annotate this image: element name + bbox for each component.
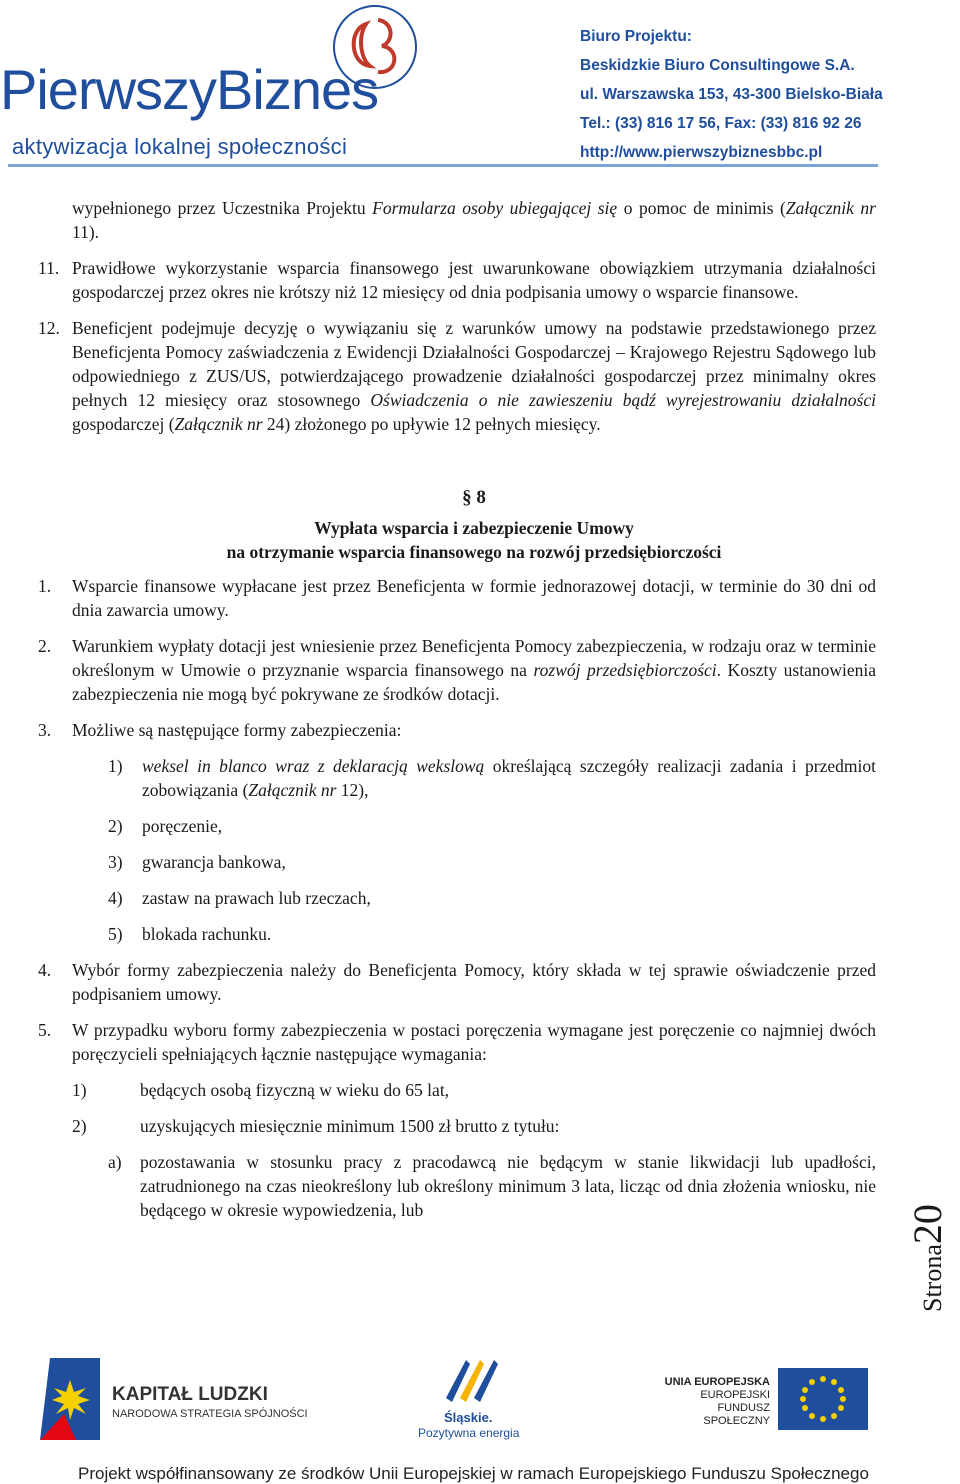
list-item <box>108 922 876 946</box>
item-text <box>72 634 876 706</box>
contact-block <box>580 22 883 167</box>
eu-line: UNIA EUROPEJSKA <box>664 1376 770 1388</box>
paragraph-continued <box>72 196 876 244</box>
item-number: 4) <box>108 888 123 908</box>
list-item <box>38 574 876 622</box>
item-text: Wsparcie finansowe wypłacane jest przez Beneficjenta w formie jednorazowej dotacji, w terminie do 30 dni od dnia zawarcia umowy. <box>72 576 876 620</box>
page-label: Strona <box>918 1244 947 1312</box>
page-num: 20 <box>905 1204 950 1245</box>
text: . Koszty ustanowienia zabezpieczenia nie mogą być pokrywane ze środków dotacji. <box>72 660 877 704</box>
item-text: Możliwe są następujące formy zabezpieczenia: <box>72 720 402 740</box>
eu-text <box>660 1376 770 1428</box>
item-number: 1) <box>108 756 123 776</box>
item-number: 4. <box>38 960 52 980</box>
text: gospodarczej ( <box>72 414 175 434</box>
section-title: Wypłata wsparcia i zabezpieczenie Umowy <box>314 518 634 538</box>
list-item <box>38 1018 876 1066</box>
item-text: W przypadku wyboru formy zabezpieczenia w postaci poręczenia wymagane jest poręczenie co najmniej dwóch poręczycieli spełniających łącznie następujące wymagania: <box>72 1020 876 1064</box>
kapital-ludzki-emblem-icon <box>40 1358 100 1440</box>
text-italic: weksel in blanco wraz z deklaracją wekslową <box>142 756 485 776</box>
page-number <box>905 1202 960 1312</box>
item-text: będących osobą fizyczną w wieku do 65 lat, <box>140 1080 450 1100</box>
item-text: Wybór formy zabezpieczenia należy do Beneficjenta Pomocy, który składa w tej sprawie oświadczenie przed podpisaniem umowy. <box>72 960 876 1004</box>
item-number: a) <box>108 1152 122 1172</box>
eu-flag-icon <box>778 1368 868 1430</box>
page-footer <box>0 1340 960 1484</box>
logo-title: PierwszyBiznes <box>0 58 379 121</box>
list-item <box>38 256 876 304</box>
item-text: gwarancja bankowa, <box>142 852 286 872</box>
text: 12), <box>336 780 369 800</box>
item-number: 1) <box>72 1080 87 1100</box>
page-header <box>0 0 960 168</box>
list-item <box>108 886 876 910</box>
contact-line: Tel.: (33) 816 17 56, Fax: (33) 816 92 26 <box>580 115 862 132</box>
item-text: uzyskujących miesięcznie minimum 1500 zł brutto z tytułu: <box>140 1116 560 1136</box>
section-symbol: § 8 <box>462 487 486 508</box>
contact-line: ul. Warszawska 153, 43-300 Bielsko-Biała <box>580 86 883 103</box>
text: o pomoc de minimis ( <box>617 198 786 218</box>
header-divider <box>8 164 878 167</box>
document-body <box>38 196 877 1222</box>
text: Beneficjent podejmuje decyzję o wywiązaniu się z warunków umowy na podstawie przedstawionego przez Beneficjenta Pomocy zaświadczenia z Ewidencji Działalności Gospodarczej – Krajowego Rejestru Sądowego lub odpowiedniego z ZUS/US, potwierdzającego prowadzenie działalności gospodarczej przez minimalny okres pełnych 12 miesięcy oraz stosownego <box>72 318 876 410</box>
item-number: 12. <box>38 318 60 338</box>
contact-line: Biuro Projektu: <box>580 28 692 45</box>
list-item <box>72 1078 876 1102</box>
text-italic: Załącznik nr <box>248 780 337 800</box>
item-text: pozostawania w stosunku pracy z pracodawcą nie będącym w stanie likwidacji lub upadłości, zatrudnionego na czas nieokreślony lub określony minimum 3 lata, licząc od dnia złożenia wniosku, nie będącego w okresie wypowiedzenia, lub <box>140 1152 876 1220</box>
list-item <box>38 316 876 436</box>
item-number: 5. <box>38 1020 52 1040</box>
item-text <box>142 754 876 802</box>
text: Warunkiem wypłaty dotacji jest wniesienie przez Beneficjenta Pomocy zabezpieczenia, w rodzaju oraz w terminie określonym w Umowie o przyznanie wsparcia finansowego na <box>72 636 876 680</box>
item-text: zastaw na prawach lub rzeczach, <box>142 888 371 908</box>
item-text <box>72 316 876 436</box>
text-italic: Formularza osoby ubiegającej się <box>372 198 618 218</box>
text: 11). <box>72 222 100 242</box>
contact-website-link[interactable]: http://www.pierwszybiznesbbc.pl <box>580 144 823 161</box>
logo-subtitle: aktywizacja lokalnej społeczności <box>12 134 348 159</box>
item-number: 11. <box>38 258 60 278</box>
list-item <box>108 754 876 802</box>
slaskie-logo-icon <box>440 1354 500 1408</box>
kapital-ludzki-subtitle: NARODOWA STRATEGIA SPÓJNOŚCI <box>112 1408 308 1420</box>
contact-line: Beskidzkie Biuro Consultingowe S.A. <box>580 57 855 74</box>
item-number: 2) <box>72 1116 87 1136</box>
forms-list <box>108 754 876 946</box>
list-item <box>108 1150 876 1222</box>
list-item <box>108 850 876 874</box>
list-item <box>38 718 876 742</box>
page-number-text <box>905 1204 953 1312</box>
text-italic: Oświadczenia o nie zawieszeniu bądź wyrejestrowaniu działalności <box>370 390 876 410</box>
text: wypełnionego przez Uczestnika Projektu <box>72 198 373 218</box>
section-subtitle: na otrzymanie wsparcia finansowego na rozwój przedsiębiorczości <box>226 542 722 562</box>
kapital-ludzki-title: KAPITAŁ LUDZKI <box>112 1384 268 1405</box>
item-number: 2. <box>38 636 52 656</box>
text: 24) złożonego po upływie 12 pełnych miesięcy. <box>262 414 601 434</box>
item-number: 3. <box>38 720 52 740</box>
item-text: Prawidłowe wykorzystanie wsparcia finansowego jest uwarunkowane obowiązkiem utrzymania działalności gospodarczej przez okres nie krótszy niż 12 miesięcy od dnia podpisania umowy o wsparcie finansowe. <box>72 258 876 302</box>
text-italic: Załącznik nr <box>785 198 876 218</box>
text: określającą szczegóły realizacji zadania i przedmiot zobowiązania ( <box>142 756 876 800</box>
item-number: 3) <box>108 852 123 872</box>
eu-line: EUROPEJSKI <box>700 1389 770 1401</box>
footer-cofinancing-text: Projekt współfinansowany ze środków Unii Europejskiej w ramach Europejskiego Funduszu Społecznego <box>78 1464 869 1483</box>
item-number: 1. <box>38 576 52 596</box>
item-text: poręczenie, <box>142 816 223 836</box>
eu-line: FUNDUSZ SPOŁECZNY <box>703 1402 770 1427</box>
item-number: 5) <box>108 924 123 944</box>
item-text: blokada rachunku. <box>142 924 272 944</box>
list-item <box>38 958 876 1006</box>
text-italic: rozwój przedsiębiorczości <box>533 660 717 680</box>
list-item <box>38 634 877 706</box>
list-item <box>108 814 876 838</box>
slaskie-subtitle: Pozytywna energia <box>418 1426 520 1440</box>
item-number: 2) <box>108 816 123 836</box>
text-italic: Załącznik nr <box>174 414 263 434</box>
list-item <box>72 1114 876 1138</box>
slaskie-title: Śląskie. <box>444 1410 493 1425</box>
